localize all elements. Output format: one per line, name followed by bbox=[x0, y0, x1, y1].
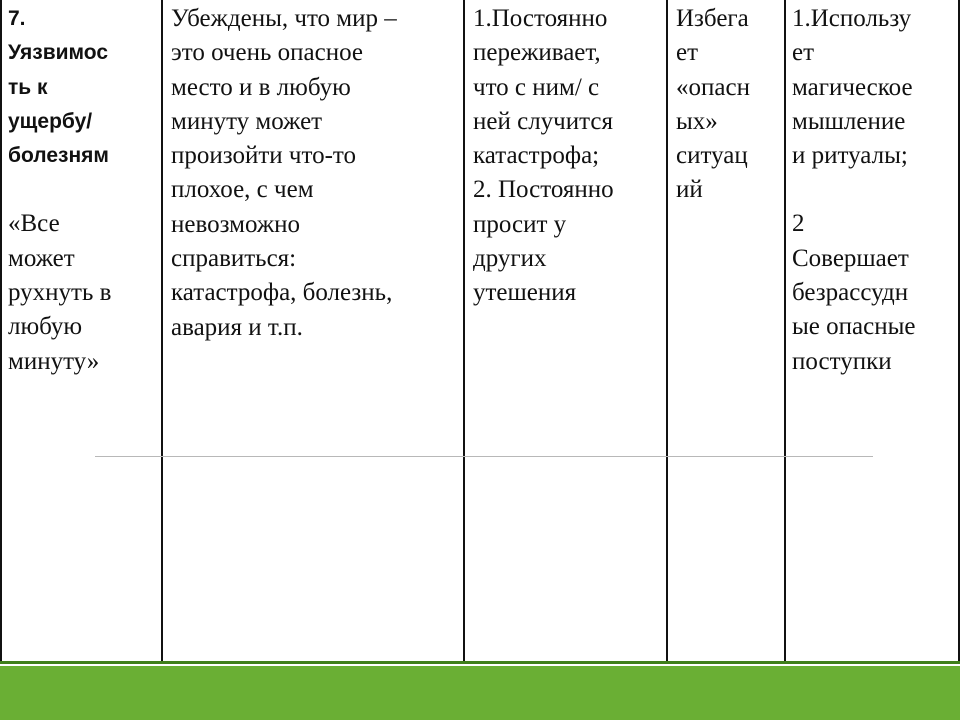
beliefs-line: справиться: bbox=[171, 245, 297, 273]
schema-quote-line: рухнуть в bbox=[8, 279, 112, 307]
beliefs-line: минуту может bbox=[171, 107, 323, 135]
footer-dark-stripe bbox=[0, 661, 960, 664]
avoidance-line: ых» bbox=[676, 107, 718, 135]
beliefs-line: невозможно bbox=[171, 210, 300, 238]
surrender-line: других bbox=[473, 245, 547, 273]
avoidance-line: Избега bbox=[676, 5, 749, 32]
paragraph-gap bbox=[8, 173, 111, 207]
overcompensation-line: 2 bbox=[792, 210, 805, 238]
overcompensation-line: поступки bbox=[792, 347, 892, 375]
beliefs-line: это очень опасное bbox=[171, 39, 363, 67]
paragraph-gap bbox=[792, 173, 916, 207]
overcompensation-line: ые опасные bbox=[792, 313, 916, 341]
surrender-line: ней случится bbox=[473, 107, 613, 135]
avoidance-line: ситуац bbox=[676, 142, 748, 170]
overcompensation-line: мышление bbox=[792, 107, 906, 135]
column-divider-2 bbox=[463, 0, 465, 661]
beliefs-line: место и в любую bbox=[171, 73, 351, 101]
surrender-line: катастрофа; bbox=[473, 142, 600, 170]
overcompensation-line: 1.Использу bbox=[792, 5, 912, 32]
schema-heading-line: болезням bbox=[8, 144, 109, 168]
surrender-line: переживает, bbox=[473, 39, 601, 67]
overcompensation-line: Совершает bbox=[792, 244, 909, 272]
beliefs-line: произойти что-то bbox=[171, 142, 357, 170]
overcompensation-line: ет bbox=[792, 39, 815, 67]
avoidance-line: «опасн bbox=[676, 73, 750, 101]
overcompensation-cell bbox=[792, 2, 916, 379]
surrender-line: что с ним/ с bbox=[473, 73, 600, 101]
beliefs-line: авария и т.п. bbox=[171, 313, 303, 341]
overcompensation-line: и ритуалы; bbox=[792, 142, 908, 170]
schema-quote-line: может bbox=[8, 244, 75, 272]
horizontal-divider bbox=[95, 456, 873, 457]
avoidance-line: ий bbox=[676, 176, 703, 204]
avoidance-cell bbox=[676, 2, 750, 208]
schema-heading-line: 7. bbox=[8, 7, 26, 30]
beliefs-line: катастрофа, болезнь, bbox=[171, 279, 393, 307]
overcompensation-line: магическое bbox=[792, 73, 913, 101]
surrender-cell bbox=[473, 2, 614, 311]
surrender-line: 2. Постоянно bbox=[473, 176, 614, 204]
column-divider-3 bbox=[666, 0, 668, 661]
beliefs-line: Убеждены, что мир – bbox=[171, 5, 397, 32]
column-divider-1 bbox=[161, 0, 163, 661]
schema-quote-line: любую bbox=[8, 313, 83, 341]
surrender-line: утешения bbox=[473, 279, 577, 307]
surrender-line: просит у bbox=[473, 210, 567, 238]
schema-heading-line: ущербу/ bbox=[8, 109, 93, 133]
table-left-border bbox=[0, 0, 2, 661]
beliefs-line: плохое, с чем bbox=[171, 176, 314, 204]
schema-heading-line: ть к bbox=[8, 75, 48, 99]
beliefs-cell bbox=[171, 2, 397, 345]
avoidance-line: ет bbox=[676, 39, 699, 67]
footer-green-bar bbox=[0, 666, 960, 720]
overcompensation-line: безрассудн bbox=[792, 279, 909, 307]
schema-cell bbox=[8, 2, 111, 379]
schema-quote-line: минуту» bbox=[8, 347, 100, 375]
column-divider-4 bbox=[784, 0, 786, 661]
schema-heading-line: Уязвимос bbox=[8, 41, 109, 65]
surrender-line: 1.Постоянно bbox=[473, 5, 608, 32]
schema-quote-line: «Все bbox=[8, 210, 60, 238]
